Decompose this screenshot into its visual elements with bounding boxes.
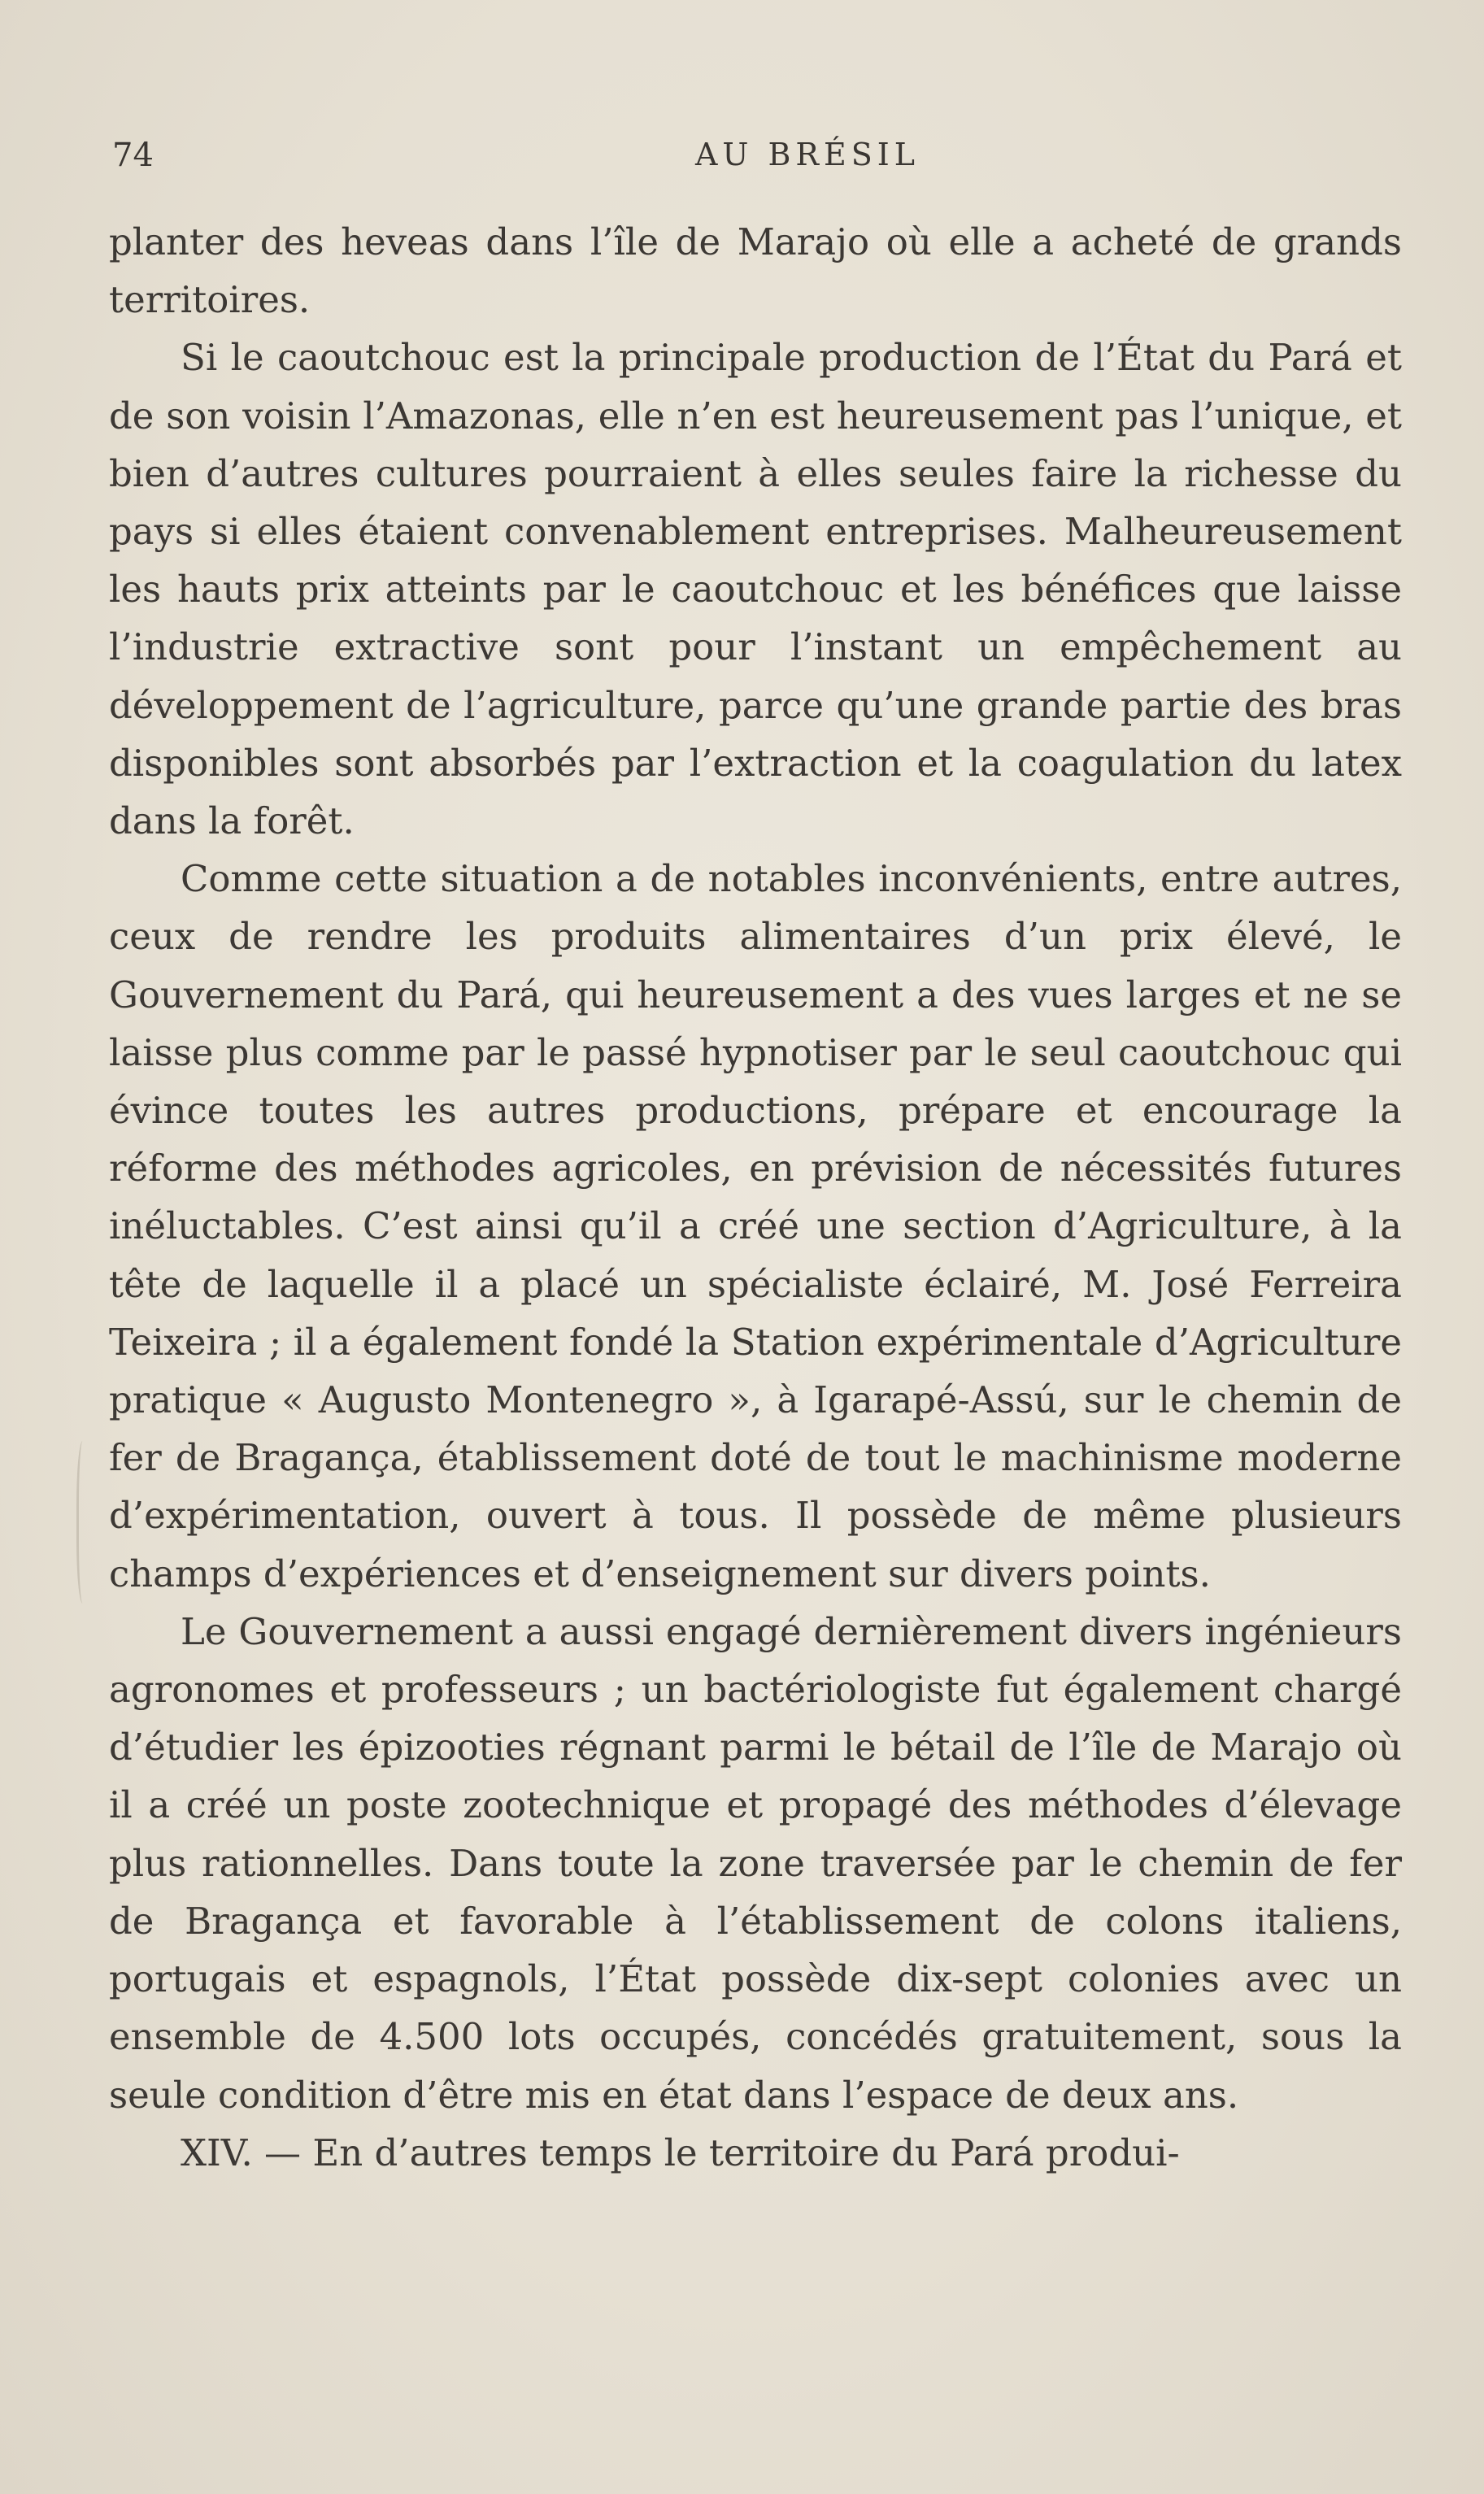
running-title: AU BRÉSIL bbox=[694, 137, 920, 172]
margin-pencil-mark bbox=[76, 1441, 92, 1604]
paragraph-caoutchouc: Si le caoutchouc est la principale production de l’État du Pará et de son voisin l’Amazonas, elle n’en est heureusement pas l’unique, et bien d’autres cultures pourraient à elles seules faire la richesse du pays si elles étaient convenablement entreprises. Malheureusement les hauts prix atteints par le caoutchouc et les bénéfices que laisse l’industrie extractive sont pour l’instant un empêchement au développement de l’agriculture, parce qu’une grande partie des bras disponibles sont absorbés par l’extraction et la coagulation du latex dans la forêt. bbox=[109, 336, 1402, 843]
paragraph-gouvernement-para: Comme cette situation a de notables inconvénients, entre autres, ceux de rendre les produits alimentaires d’un prix élevé, le Gouvernement du Pará, qui heureusement a des vues larges et ne se laisse plus comme par le passé hypnotiser par le seul caoutchouc qui évince toutes les autres productions, prépare et encourage la réforme des méthodes agricoles, en prévision de nécessités futures inéluctables. C’est ainsi qu’il a créé une section d’Agriculture, à la tête de laquelle il a placé un spécialiste éclairé, M. José Ferreira Teixeira ; il a également fondé la Station expérimentale d’Agriculture pratique « Augusto Montenegro », à Igarapé-Assú, sur le chemin de fer de Bragança, établissement doté de tout le machinisme moderne d’expérimentation, ouvert à tous. Il possède de même plusieurs champs d’expériences et d’enseignement sur divers points. bbox=[109, 857, 1402, 1595]
body-text bbox=[109, 213, 1402, 2182]
paragraph-section-xiv: XIV. — En d’autres temps le territoire du Pará produi- bbox=[181, 2131, 1180, 2174]
running-head bbox=[112, 137, 1405, 185]
paragraph-ingenieurs: Le Gouvernement a aussi engagé dernièrement divers ingénieurs agronomes et professeurs ; un bactériologiste fut également chargé d’étudier les épizooties régnant parmi le bétail de l’île de Marajo où il a créé un poste zootechnique et propagé des méthodes d’élevage plus rationnelles. Dans toute la zone traversée par le chemin de fer de Bragança et favorable à l’établissement de colons italiens, portugais et espagnols, l’État possède dix-sept colonies avec un ensemble de 4.500 lots occupés, concédés gratuitement, sous la seule condition d’être mis en état dans l’espace de deux ans. bbox=[109, 1609, 1402, 2117]
paragraph-continued: planter des heveas dans l’île de Marajo où elle a acheté de grands territoires. bbox=[109, 220, 1402, 322]
page-number: 74 bbox=[112, 137, 154, 174]
